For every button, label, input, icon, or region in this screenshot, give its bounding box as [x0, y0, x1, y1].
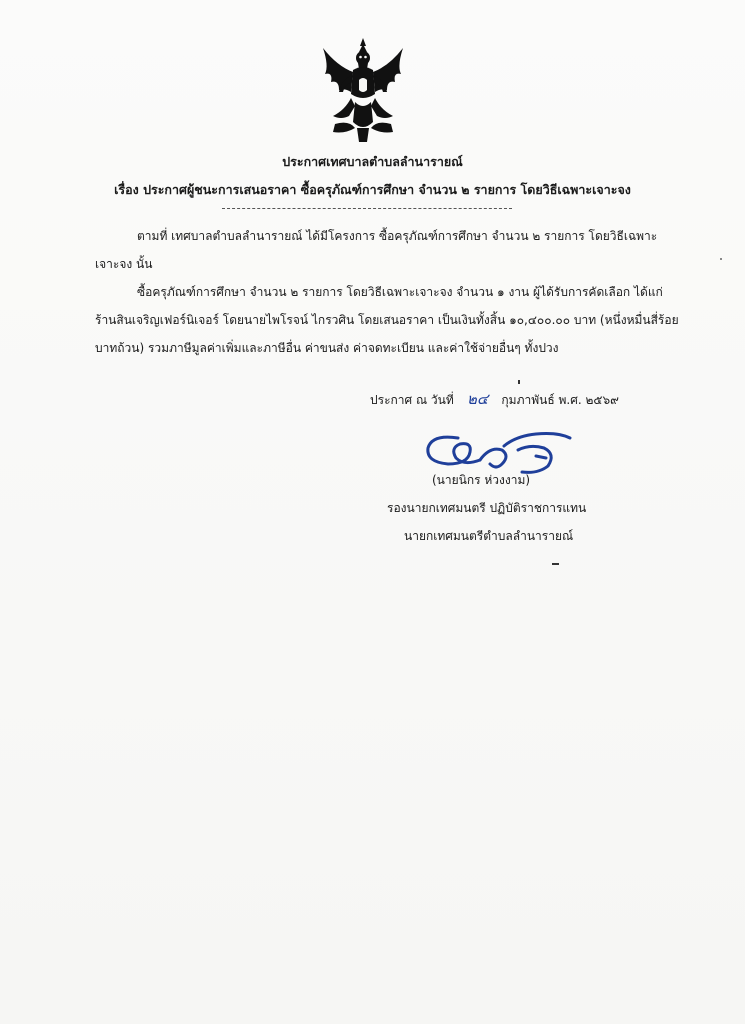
date-prefix: ประกาศ ณ วันที่ — [370, 393, 454, 407]
paragraph-2-line-3: บาทถ้วน) รวมภาษีมูลค่าเพิ่มและภาษีอื่น ค่าขนส่ง ค่าจดทะเบียน และค่าใช้จ่ายอื่นๆ ทั้งปวง — [95, 341, 559, 355]
paragraph-1-line-1: ตามที่ เทศบาลตำบลลำนารายณ์ ได้มีโครงการ ซื้อครุภัณฑ์การศึกษา จำนวน ๒ รายการ โดยวิธีเฉพาะ — [137, 229, 658, 243]
scan-speck — [720, 258, 722, 260]
date-month-year: กุมภาพันธ์ พ.ศ. ๒๕๖๙ — [501, 393, 619, 407]
paragraph-2-line-2: ร้านสินเจริญเฟอร์นิเจอร์ โดยนายไพโรจน์ ไกรวศิน โดยเสนอราคา เป็นเงินทั้งสิ้น ๑๐,๔๐๐.๐๐ บาท (หนึ่งหมื่นสี่ร้อย — [95, 313, 679, 327]
date-line — [370, 392, 619, 407]
paragraph-2-line-1: ซื้อครุภัณฑ์การศึกษา จำนวน ๒ รายการ โดยวิธีเฉพาะเจาะจง จำนวน ๑ งาน ผู้ได้รับการคัดเลือก ได้แก่ — [137, 285, 663, 299]
separator-line — [222, 208, 512, 209]
date-day-handwritten: ๒๔ — [466, 390, 489, 408]
signatory-name: (นายนิกร ห่วงงาม) — [432, 473, 531, 487]
scan-speck — [552, 563, 559, 565]
subject-title: เรื่อง ประกาศผู้ชนะการเสนอราคา ซื้อครุภัณฑ์การศึกษา จำนวน ๒ รายการ โดยวิธีเฉพาะเจาะจง — [114, 182, 631, 197]
scan-speck — [518, 380, 520, 384]
signatory-position-2: นายกเทศมนตรีตำบลลำนารายณ์ — [404, 529, 574, 543]
paragraph-1-line-2: เจาะจง นั้น — [95, 257, 153, 271]
signatory-position-1: รองนายกเทศมนตรี ปฏิบัติราชการแทน — [387, 501, 587, 515]
agency-title: ประกาศเทศบาลตำบลลำนารายณ์ — [282, 154, 463, 169]
garuda-emblem-icon — [315, 36, 411, 144]
